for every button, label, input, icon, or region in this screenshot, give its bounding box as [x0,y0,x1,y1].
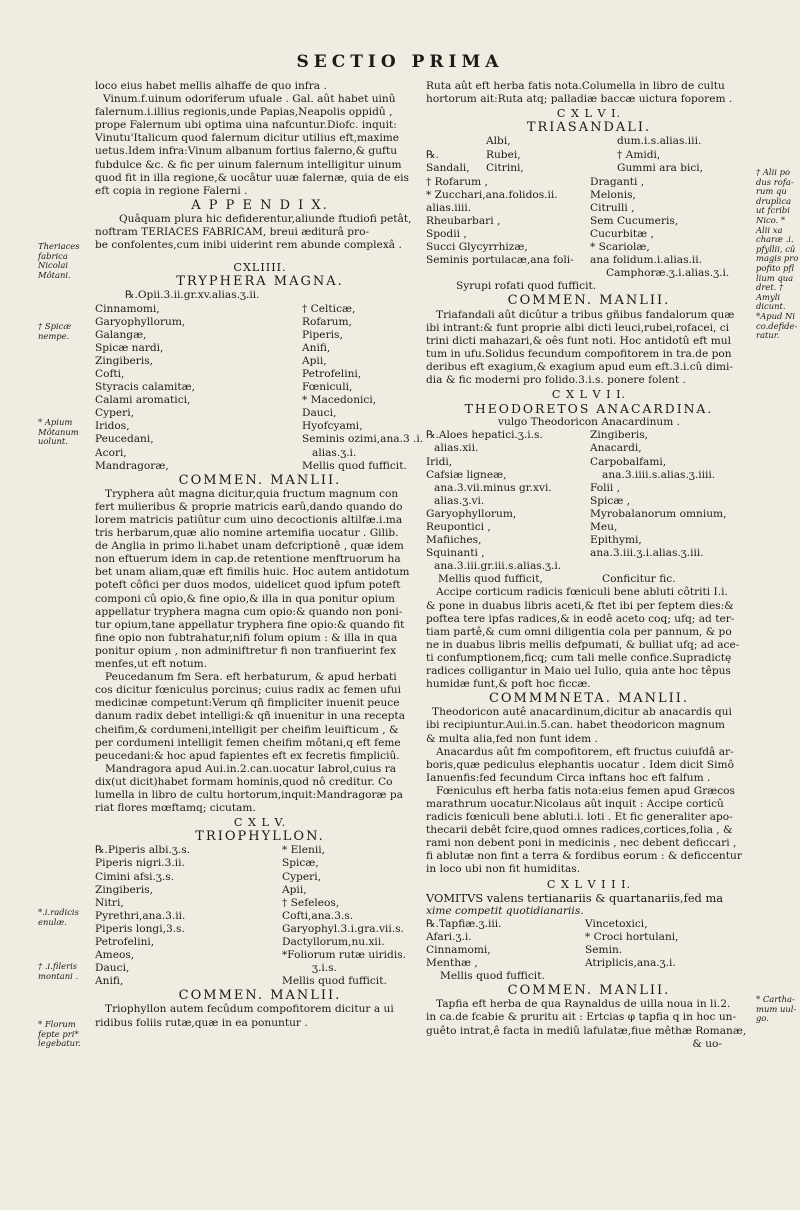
recipe-number: CXLIIII. [233,261,287,275]
recipe-number: C X L V I I. [551,388,627,402]
text-line: ponitur opium , non adminiftretur fi non tranfiuerint fex [95,644,397,657]
ingredient: Piperis longi,3.s. [95,922,185,935]
ingredient: Seminis portulacæ,ana foli- [426,254,574,267]
ingredient: Anifi, [95,975,124,988]
text-line: Quâquam plura hic defiderentur,aliunde ftudiofi petât, [119,212,412,225]
margin-note: * Apium Môtanum uolunt. [38,417,79,447]
text-line: riat flores mœftamq; cicutam. [95,802,256,815]
text-line: in loco ubi non fit humiditas. [426,863,581,876]
text-line: noftram TERIACES FABRICAM, breui æditurâ pro- [95,226,370,239]
appendix-text [95,213,425,252]
ingredient: Garyophyl.3.i.gra.vii.s. [282,922,404,935]
text-line: ti confumptionem,ficq; cum tali melle confice.Supradictę [426,651,732,664]
ingredient: Rofarum, [302,315,352,328]
ingredient: Spicæ , [590,494,631,507]
ingredient: * Macedonici, [302,394,377,407]
ingredient: Afari.ʒ.i. [426,930,472,943]
commentary-text [426,706,752,876]
ingredient: * Croci hortulani, [585,930,679,943]
text-line: danum radix debet intelligi:& qñ inuenitur in una recepta [95,710,406,723]
ingredient: Sem Cucumeris, [590,214,679,227]
recipe-rx: ℞. Sandali, [426,149,470,175]
ingredient: Garyophyllorum, [426,507,517,520]
ingredient-list [426,429,752,586]
ingredient: Ameos, [95,949,135,962]
text-line: peucedani:& hoc apud fapientes eft ex fecretis fimpliciû. [95,749,400,762]
ingredient: † Sefeleos, [282,896,340,909]
ingredient: Iridos, [95,420,130,433]
text-line: fine opio non fubtrahatur,nifi folum opium : & illa in qua [95,631,398,644]
text-line: humidæ funt,& poft hoc ficcæ. [426,678,591,691]
text-line: tur opium,tane appellatur tryphera fine opio:& quando fit [95,618,405,631]
ingredient: alias.xii. [434,442,479,455]
ingredient: Cafsiæ ligneæ, [426,468,507,481]
ingredient: Zingiberis, [95,883,154,896]
left-column [95,80,425,1030]
ingredient: Meu, [590,521,618,533]
text-line: medicinæ competunt:Verum qñ fimpliciter inuenit peuce [95,697,400,710]
commentary-title: COMMMNETA. MANLII. [488,691,690,707]
ingredient: Spodii , [426,227,467,240]
text-line: hortorum ait:Ruta atq; palladiæ baccæ uictura foporem . [426,93,733,106]
text-line: tris herbarum,quæ alio nomine artemifia uocatur . Gilib. [95,527,399,540]
ingredient: * Zucchari,ana.folidos.ii. [426,188,558,201]
ingredient: Dauci, [95,962,130,975]
text-line: cheifim,& cordumeni,intelligit per cheifim leuifticum , & [95,723,399,736]
recipe-rx: ℞.Opii.3.ii.gr.xv.alias.ʒ.ii. [125,289,260,302]
ingredient: Apii, [302,354,327,367]
text-line: boris,quæ pediculus elephantis uocatur . Idem dicit Simô [426,758,734,771]
ingredient-list [95,303,425,473]
ingredient: Spicæ, [282,857,319,870]
text-line: Vinutu'Italicum quod falernum dicitur utilius eft,maxime [95,132,400,145]
ingredient: Petrofelini, [302,367,362,380]
ingredient: Zingiberis, [590,429,649,442]
text-line: Anacardus aût fm compofitorem, eft fructus cuiufdâ ar- [436,745,734,758]
ingredient: Galangæ, [95,328,147,341]
ingredient: Pyrethri,ana.3.ii. [95,909,186,922]
text-line: rami non debent poni in medicinis , nec debent deficcari , [426,837,737,850]
text-line: Triafandali aût dicûtur a tribus gñibus fandalorum quæ [436,308,735,321]
text-line: quod fit in illa regione,& uocâtur uuæ falernæ, quia de eis [95,171,409,184]
ingredient: Succi Glycyrrhizæ, [426,241,528,254]
ingredient: Piperis, [302,328,343,341]
text-line: Mandragora apud Aui.in.2.can.uocatur Iabrol,cuius ra [105,762,397,775]
ingredient: Dauci, [302,407,337,420]
text-line: Ruta aût eft herba fatis nota.Columella in libro de cultu [426,80,725,92]
ingredient: Carpobalfami, [590,455,667,468]
text-line: ne in duabus libris mellis defpumati, & bulliat ufq; ad ace- [426,638,740,651]
text-line: Accipe corticum radicis fœniculi bene abluti côtriti I.i. [436,586,728,599]
appendix-title: A P P E N D I X. [191,197,329,213]
recipe-title: VOMITVS valens tertianariis & quartanariis,fed ma [426,891,724,905]
ingredient: Gummi ara bici, [617,162,704,175]
ingredient: Citrulli , [590,201,635,214]
text-line: dix(ut dicit)habet formam hominis,quod nô creditur. Co [95,775,393,788]
text-line: trini dicti mahazari,& oês funt noti. Hoc antidotû eft mul [426,334,732,347]
text-line: Fœniculus eft herba fatis nota:eius femen apud Græcos [436,784,735,797]
text-line: lumella in libro de cultu hortorum,inquit:Mandragoræ pa [95,788,403,801]
ingredient: Cyperi, [282,870,321,883]
margin-note: * Cartha- mum uul- go. [756,994,797,1024]
ingredient: Peucedani, [95,433,154,446]
margin-note: *.i.radicis enulæ. [38,907,79,927]
ingredient: Apii, [282,883,307,896]
ingredient: Rubei, [486,148,521,161]
ingredient [590,560,752,573]
ingredient: Iridi, [426,455,453,468]
syrup-line: Syrupi rofati quod fufficit. [456,280,597,293]
text-line: ibi recipiuntur.Aui.in.5.can. habet theodoricon magnum [426,719,725,732]
ingredient: Conficitur fic. [602,573,676,586]
ingredient: Mafiiches, [426,534,482,547]
ingredient-list [426,918,752,970]
ingredient: Draganti , [590,175,645,188]
text-line: Tapfia eft herba de qua Raynaldus de uilla noua in li.2. [436,998,731,1011]
ingredient: Vincetoxici, [585,917,648,930]
margin-note: * Florum fepte pri* legebatur. [38,1019,81,1049]
text-line: be confolentes,cum inibi uiderint rem abunde complexâ . [95,239,402,252]
recipe-title-cont: xime competit quotidianariis. [426,904,584,917]
text-line: cos dicitur fœniculus porcinus; cuius radix ac femen ufui [95,684,401,697]
ingredient: † Rofarum , [426,175,488,188]
ingredient: Reupontici , [426,521,491,533]
text-line: radices colligantur in Maio uel Iulio, quia ante hoc têpus [426,665,731,678]
ingredient: Anifi, [302,341,331,354]
ingredient: Cucurbitæ , [590,227,654,240]
text-line: Peucedanum fm Sera. eft herbaturum, & apud herbati [105,671,397,684]
text-line: lorem matricis patiûtur cum uino decoctionis altilfæ.i.ma [95,514,403,526]
ingredient: Mellis quod fufficit. [302,459,407,472]
ingredient: Acori, [95,446,127,459]
text-line: loco eius habet mellis alhaffe de quo infra . [95,80,327,92]
text-line: de Anglia in primo li.habet unam defcriptionê , quæ idem [95,540,404,553]
ingredient: ℞.Aloes hepatici.ʒ.i.s. [426,429,543,442]
recipe-number: C X L V. [233,816,287,830]
ingredient: Cyperi, [95,407,134,420]
ingredient: Albi, [486,135,511,148]
ingredient: Petrofelini, [95,936,155,948]
ingredient: Cinnamomi, [95,302,160,315]
text-line: Tryphera aût magna dicitur,quia fructum magnum con [105,487,399,500]
catchword: & uo- [692,1037,722,1050]
ingredient: Cinnamomi, [426,944,491,956]
text-line: per cordumeni intelligit femen cheifim môtani,q eft feme [95,736,401,749]
ingredient: Hyofcyami, [302,420,363,433]
ingredient: Myrobalanorum omnium, [590,507,727,520]
ingredient: Piperis nigri.3.ii. [95,857,185,870]
text-line: thecarii debêt fcire,quod omnes radices,cortices,folia , & [426,824,733,837]
ingredient: ana.3.iiii.s.alias.ʒ.iiii. [602,468,716,481]
ingredient: Spicæ nardi, [95,341,164,354]
text-line: Theodoricon autê anacardinum,dicitur ab anacardis qui [432,706,732,719]
ingredient: ʒ.i.s. [312,962,337,975]
ingredient: * Scariolæ, [590,241,650,254]
commentary-text [426,309,752,388]
text-line: tum in ufu.Solidus fecundum compofitorem in tra.de pon [426,347,732,360]
text-line: & pone in duabus libris aceti,& ftet ibi per feptem dies:& [426,599,734,612]
text-line: dia & fic moderni pro folido.3.i.s. ponere folent . [426,373,686,386]
ingredient: alias.ʒ.i. [312,446,357,459]
ingredient-list [478,135,752,175]
ingredient-list [95,844,425,988]
ingredient: Cimini afsi.ʒ.s. [95,870,175,883]
ingredient: Mandragoræ, [95,459,169,472]
text-line: tiam partê,& cum omni diligentia cola per pannum, & po [426,625,732,638]
preparation-text [426,586,752,691]
text-line: eft copia in regione Falerni . [95,184,248,197]
margin-note: † .i.fileris montani . [38,961,79,981]
text-line: & multa alia,fed non funt idem . [426,732,598,745]
ingredient: Nitri, [95,896,124,909]
text-line: guêto intrat,ê facta in mediû lafulatæ,fiue mêthæ Romanæ, [426,1024,747,1037]
text-line: falernum.i.illius regionis,unde Papias,Neapolis oppidû , [95,106,393,119]
text-line: Vinum.f.uinum odoriferum ufuale . Gal. aût habet uinû [103,93,396,106]
commentary-title: COMMEN. MANLII. [178,988,342,1004]
recipe-subtitle: vulgo Theodoricon Anacardinum . [497,416,681,429]
ingredient: † Celticæ, [302,302,356,315]
ingredient: ana folidum.i.alias.ii. [590,254,703,267]
ingredient: Cofti, [95,367,125,380]
ingredient: Menthæ , [426,957,478,970]
ingredient: Camphoræ.ʒ.i.alias.ʒ.i. [606,267,730,280]
text-line: prope Falernum ubi optima uina nafcuntur.Diofc. inquit: [95,119,397,132]
ingredient-list [426,176,752,281]
ingredient: Garyophyllorum, [95,315,186,328]
ingredient: Mellis quod fufficit. [282,975,387,988]
honey-line: Mellis quod fufficit. [440,970,545,983]
ingredient: Rheubarbari , [426,214,501,227]
text-line: in ca.de fcabie & pruritu ait : Ertcias φ tapfia q in hoc un- [426,1011,737,1024]
ingredient: alias.iiii. [426,201,472,214]
left-intro [95,80,425,198]
commentary-title: COMMEN. MANLII. [178,472,342,488]
commentary-title: COMMEN. MANLII. [507,983,671,999]
ingredient: Atriplicis,ana.ʒ.i. [585,957,676,970]
text-line: fubdulce &c. & fic per uinum falernum intelligitur uinum [95,158,402,171]
text-line: ibi intrant:& funt proprie albi dicti leuci,rubei,rofacei, ci [426,321,730,334]
recipe-title: TRIOPHYLLON. [195,829,325,845]
ingredient: Cofti,ana.3.s. [282,909,354,922]
running-header: SECTIO PRIMA [296,52,504,72]
text-line: appellatur tryphera magna cum opio:& quando non poni- [95,605,403,618]
ingredient: Folii , [590,481,621,494]
recipe-number: C X L V I. [556,107,622,121]
ingredient: Calami aromatici, [95,394,191,407]
text-line: ridibus foliis rutæ,quæ in ea ponuntur . [95,1016,308,1029]
text-line: uetus.Idem infra:Vinum albanum fortius falerno,& guftu [95,145,398,158]
text-line: Ianuenfis:fed fecundum Circa inftans hoc eft falfum . [426,771,711,784]
margin-note: † Alii po dus rofa- rum qu druplica ut fcribi Nico. * Alii xa charæ .i. pfyllii, cû magis pro pofito pfl lium qua dret. † Amyli dicunt. *Apud Ni co.defide- ratur. [756,167,799,341]
margin-note: Theriaces fabrica Nicolai Môtani. [38,241,80,280]
ingredient: Mellis quod fufficit, [438,573,543,586]
ingredient: Zingiberis, [95,354,154,367]
text-line: fert mulieribus & proprie matricis earû,dando quando do [95,500,403,513]
text-line: poteft côfici per duos modos, uidelicet quod ipfum poteft [95,579,401,592]
text-line: radicis fœniculi bene abluti.i. loti . Et fic generaliter apo- [426,811,733,824]
text-line: non eftuerum idem in cap.de retentione menftruorum ha [95,553,401,566]
ingredient: ana.3.vii.minus gr.xvi. [434,481,552,494]
ingredient: Anacardi, [590,442,642,455]
ingredient [426,267,586,280]
ingredient: ana.3.iii.gr.iii.s.alias.ʒ.i. [434,560,562,573]
ingredient: Dactyllorum,nu.xii. [282,936,385,948]
text-line: bet unam aliam,quæ eft fimilis huic. Hoc autem antidotum [95,566,410,579]
text-line: deribus eft exagium,& exagium apud eum eft.3.i.cû dimi- [426,360,734,373]
ingredient: *Foliorum rutæ uiridis. [282,949,407,962]
commentary-title: COMMEN. MANLII. [507,293,671,309]
ingredient: Semin. [585,944,623,956]
text-line: Triophyllon autem fecûdum compofitorem dicitur a ui [105,1003,394,1016]
recipe-number: C X L V I I I. [546,877,632,891]
right-column [426,80,752,1051]
commentary-text [95,488,425,815]
text-line: poftea tere ipfas radices,& in eodê aceto coq; ufq; ad ter- [426,612,735,625]
text-line: marathrum uocatur.Nicolaus aût inquit : Accipe corticû [426,797,724,810]
text-line: menfes,ut eft notum. [95,658,208,671]
ingredient: ℞.Tapfiæ.ʒ.iii. [426,917,502,930]
ingredient: Seminis ozimi,ana.3 .i. [302,433,424,446]
recipe-title: THEODORETOS ANACARDINA. [464,401,714,417]
commentary-text [95,1003,425,1029]
ingredient: Citrini, [486,162,524,175]
recipe-title: TRYPHERA MAGNA. [176,274,344,290]
ingredient: † Amidi, [617,148,661,161]
ingredient-block [426,135,752,175]
ingredient: Epithymi, [590,534,642,547]
text-line: fi ablutæ non fint a terra & fordibus eorum : & deficcentur [426,850,742,863]
ingredient: ℞.Piperis albi.ʒ.s. [95,844,191,857]
ingredient: ana.3.iii.ʒ.i.alias.ʒ.iii. [590,547,704,560]
text-line: componi cû opio,& fine opio,& illa in qua ponitur opium [95,592,395,605]
ingredient: Melonis, [590,188,636,201]
ingredient: dum.i.s.alias.iii. [617,135,702,148]
ingredient: Styracis calamitæ, [95,381,195,394]
commentary-text [426,998,752,1050]
ingredient: Squinanti , [426,547,485,560]
ingredient: Fœniculi, [302,381,353,394]
ingredient: alias.ʒ.vi. [434,494,485,507]
ingredient: * Elenii, [282,844,326,857]
margin-note: † Spicæ nempe. [38,321,72,341]
recipe-title: TRIASANDALI. [526,120,652,136]
